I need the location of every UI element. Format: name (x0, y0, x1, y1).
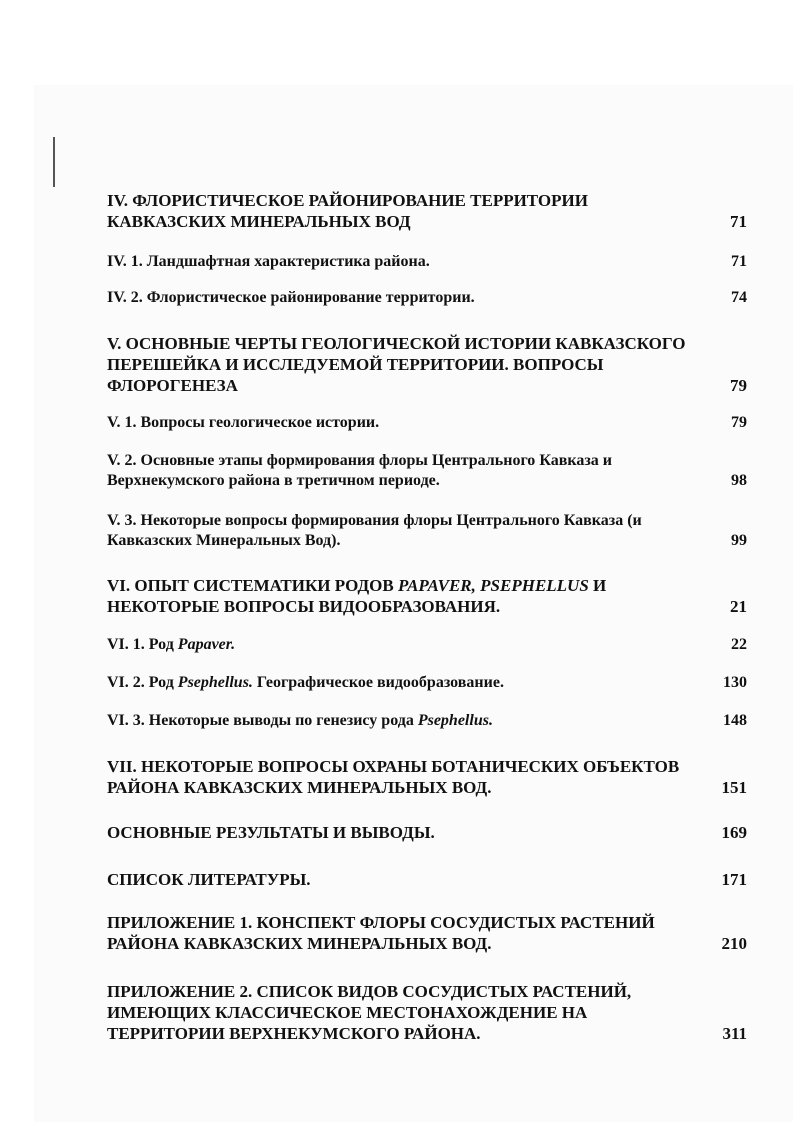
margin-mark (53, 137, 55, 187)
toc-title-line: V. 2. Основные этапы формирования флоры Центрального Кавказа и (107, 452, 612, 469)
toc-title-line: V. ОСНОВНЫЕ ЧЕРТЫ ГЕОЛОГИЧЕСКОЙ ИСТОРИИ КАВКАЗСКОГО (107, 334, 686, 353)
toc-title-line: ИМЕЮЩИХ КЛАССИЧЕСКОЕ МЕСТОНАХОЖДЕНИЕ НА (107, 1003, 588, 1022)
toc-title-line: КАВКАЗСКИХ МИНЕРАЛЬНЫХ ВОД (107, 212, 411, 231)
toc-title-line: ПЕРЕШЕЙКА И ИССЛЕДУЕМОЙ ТЕРРИТОРИИ. ВОПРОСЫ (107, 355, 604, 374)
toc-entry-title (107, 511, 719, 551)
toc-title-line: РАЙОНА КАВКАЗСКИХ МИНЕРАЛЬНЫХ ВОД. (107, 934, 492, 953)
toc-page-number: 151 (721, 778, 747, 797)
toc-page-number: 99 (731, 532, 747, 549)
toc-title-line: НЕКОТОРЫЕ ВОПРОСЫ ВИДООБРАЗОВАНИЯ. (107, 597, 501, 616)
toc-entry-title (107, 822, 719, 843)
toc-title-line: Кавказских Минеральных Вод). (107, 532, 341, 549)
toc-entry-title (107, 756, 719, 798)
toc-entry-title (107, 711, 719, 731)
toc-entry[interactable] (107, 511, 747, 551)
toc-entry-title (107, 575, 719, 617)
toc-page-number: 210 (721, 934, 747, 953)
toc-title-line: VI. 3. Некоторые выводы по генезису рода Psephellus. (107, 712, 493, 729)
toc-title-line: ПРИЛОЖЕНИЕ 2. СПИСОК ВИДОВ СОСУДИСТЫХ РАСТЕНИЙ, (107, 982, 632, 1001)
toc-entry[interactable] (107, 288, 747, 308)
toc-entry[interactable] (107, 190, 747, 232)
toc-title-line: ТЕРРИТОРИИ ВЕРХНЕКУМСКОГО РАЙОНА. (107, 1024, 481, 1043)
toc-entry[interactable] (107, 451, 747, 491)
toc-title-line: VI. ОПЫТ СИСТЕМАТИКИ РОДОВ PAPAVER, PSEPHELLUS И (107, 576, 607, 595)
toc-page-number: 21 (730, 597, 747, 616)
toc-page-number: 22 (731, 636, 747, 653)
toc-page-number: 171 (721, 870, 747, 889)
toc-entry[interactable] (107, 575, 747, 617)
toc-page-number: 311 (722, 1024, 747, 1043)
toc-entry[interactable] (107, 912, 747, 954)
toc-entry[interactable] (107, 252, 747, 272)
toc-entry-title (107, 869, 719, 890)
toc-entry[interactable] (107, 413, 747, 433)
toc-entry-title (107, 451, 719, 491)
toc-page-number: 71 (731, 253, 747, 270)
toc-title-line: V. 3. Некоторые вопросы формирования флоры Центрального Кавказа (и (107, 512, 642, 529)
toc-title-line: V. 1. Вопросы геологическое истории. (107, 414, 380, 431)
toc-title-line: VII. НЕКОТОРЫЕ ВОПРОСЫ ОХРАНЫ БОТАНИЧЕСКИХ ОБЪЕКТОВ (107, 757, 680, 776)
toc-entry-title (107, 252, 719, 272)
toc-title-line: ОСНОВНЫЕ РЕЗУЛЬТАТЫ И ВЫВОДЫ. (107, 823, 435, 842)
toc-title-line: РАЙОНА КАВКАЗСКИХ МИНЕРАЛЬНЫХ ВОД. (107, 778, 492, 797)
toc-page-number: 148 (723, 712, 747, 729)
toc-page-number: 130 (723, 674, 747, 691)
toc-entry[interactable] (107, 869, 747, 890)
toc-page-number: 74 (731, 289, 747, 306)
toc-title-line: ПРИЛОЖЕНИЕ 1. КОНСПЕКТ ФЛОРЫ СОСУДИСТЫХ РАСТЕНИЙ (107, 913, 655, 932)
toc-entry-title (107, 288, 719, 308)
toc-title-line: VI. 1. Род Papaver. (107, 636, 236, 653)
toc-title-line: ФЛОРОГЕНЕЗА (107, 376, 238, 395)
toc-page-number: 169 (721, 823, 747, 842)
toc-page-number: 79 (731, 414, 747, 431)
toc-page-number: 71 (730, 212, 747, 231)
toc-title-line: IV. 2. Флористическое районирование территории. (107, 289, 475, 306)
toc-entry-title (107, 981, 719, 1044)
toc-entry[interactable] (107, 333, 747, 396)
toc-entry[interactable] (107, 981, 747, 1044)
toc-title-line: Верхнекумского района в третичном периоде. (107, 472, 440, 489)
toc-title-line: СПИСОК ЛИТЕРАТУРЫ. (107, 870, 311, 889)
toc-entry[interactable] (107, 711, 747, 731)
toc-entry[interactable] (107, 635, 747, 655)
toc-entry[interactable] (107, 673, 747, 693)
toc-title-line: IV. ФЛОРИСТИЧЕСКОЕ РАЙОНИРОВАНИЕ ТЕРРИТОРИИ (107, 191, 588, 210)
toc-title-line: VI. 2. Род Psephellus. Географическое видообразование. (107, 674, 504, 691)
toc-entry-title (107, 333, 719, 396)
toc-page-number: 79 (730, 376, 747, 395)
toc-entry-title (107, 912, 719, 954)
toc-entry-title (107, 635, 719, 655)
toc-entry-title (107, 673, 719, 693)
toc-page-number: 98 (731, 472, 747, 489)
table-of-contents (107, 0, 747, 1122)
toc-entry[interactable] (107, 756, 747, 798)
toc-entry[interactable] (107, 822, 747, 843)
toc-entry-title (107, 190, 719, 232)
toc-entry-title (107, 413, 719, 433)
toc-title-line: IV. 1. Ландшафтная характеристика района. (107, 253, 430, 270)
